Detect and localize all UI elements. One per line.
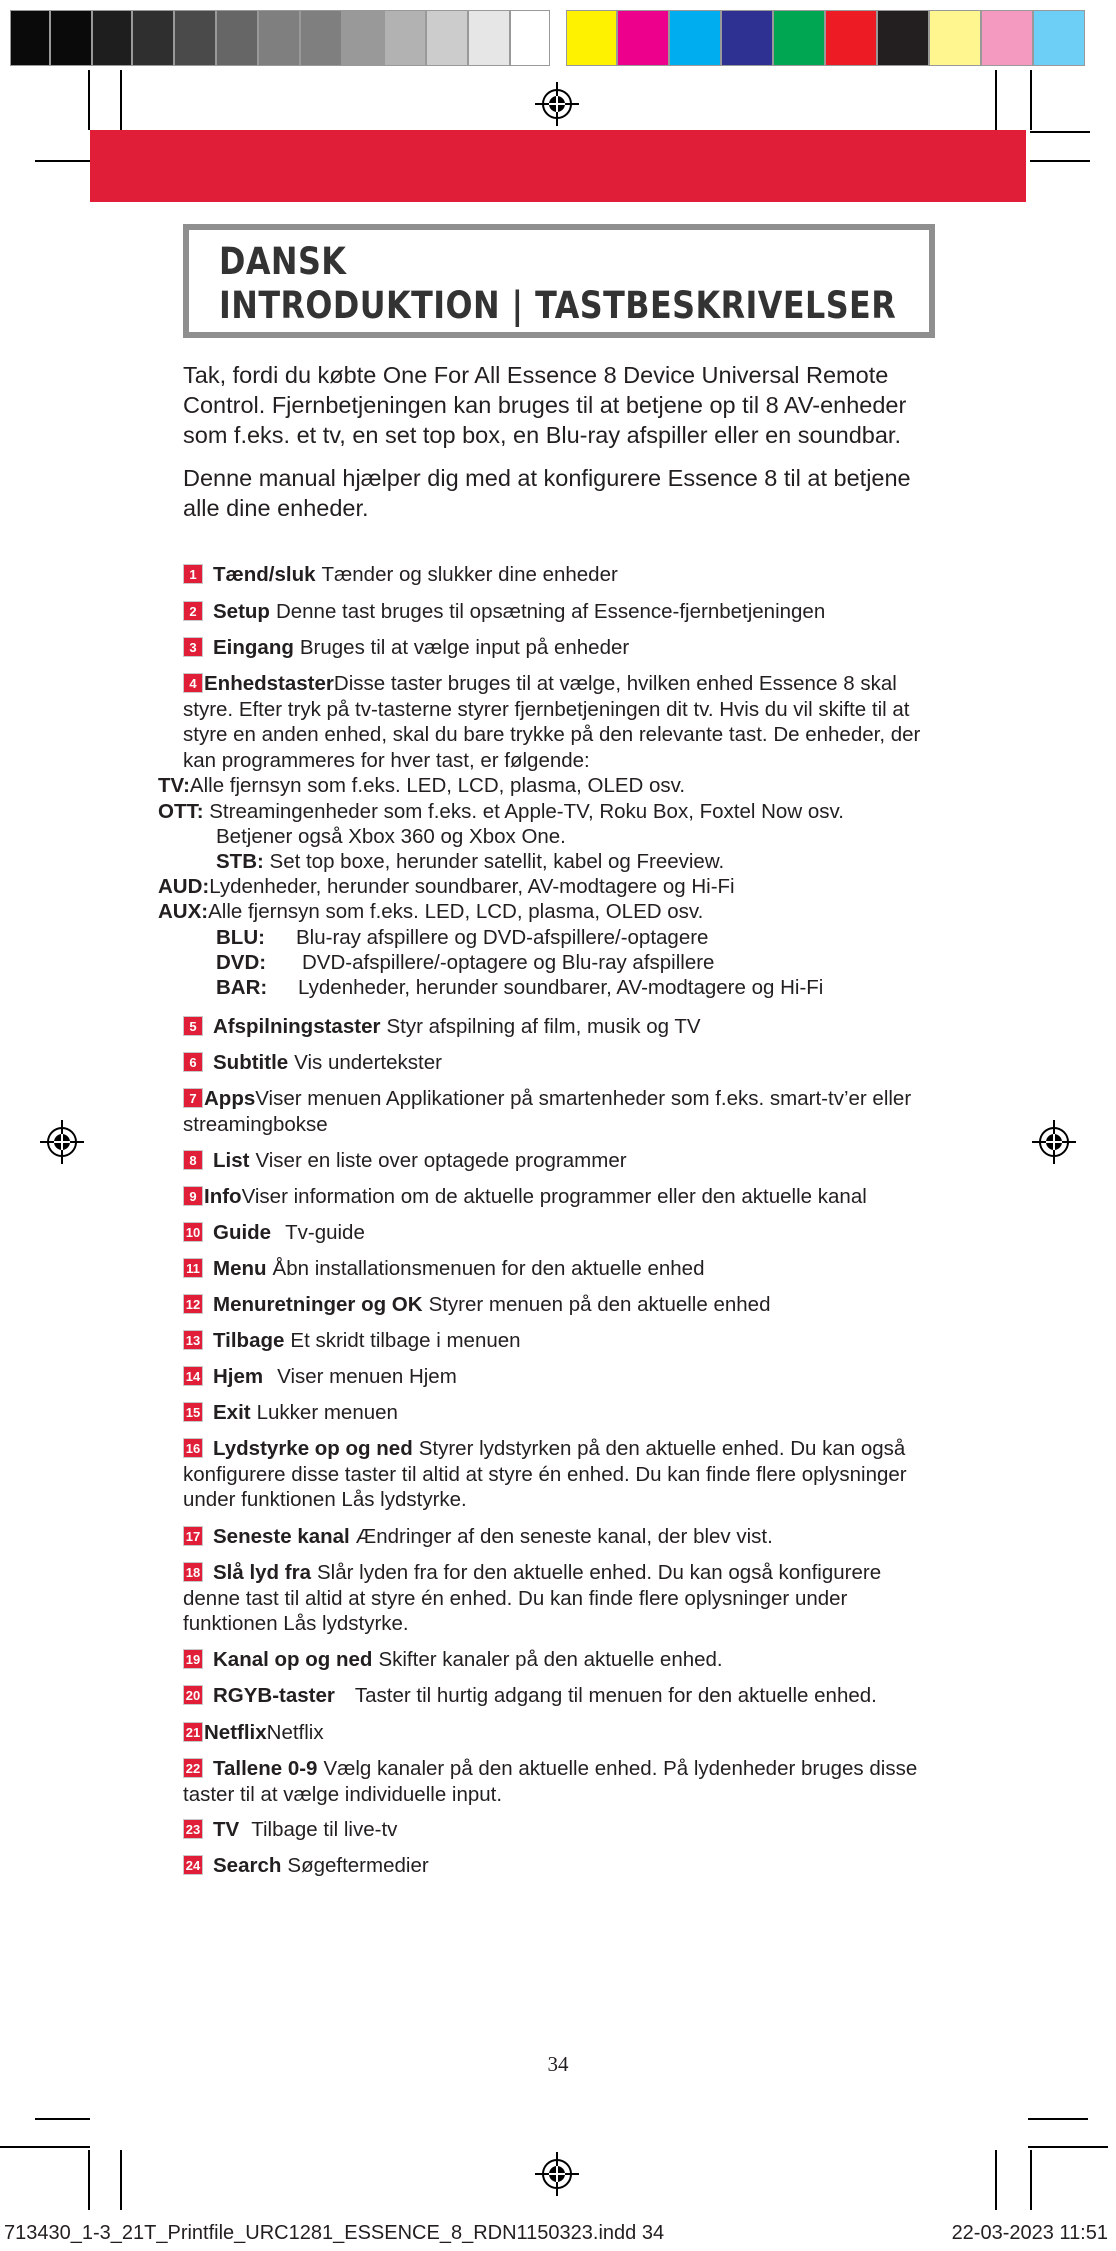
crop-mark: [35, 160, 90, 162]
process-swatch: [877, 10, 929, 66]
source-row: [216, 849, 724, 875]
item-description: Styrer lydstyrken på den aktuelle enhed. Du kan også konfigurere disse taster til altid at styre én enhed. Du kan finde flere oplysninger under funktionen Lås lydstyrke.: [183, 1437, 907, 1511]
list-item: [183, 1720, 963, 1746]
item-label: Slå lyd fra: [213, 1561, 311, 1584]
item-label: Tilbage: [213, 1329, 285, 1352]
process-swatch: [773, 10, 825, 66]
list-item: [183, 1220, 963, 1246]
gray-swatch: [216, 10, 258, 66]
item-description: Lukker menuen: [256, 1401, 398, 1424]
item-number-badge: 15: [183, 1402, 203, 1422]
item-number-badge: 21: [183, 1722, 203, 1742]
process-swatch: [566, 10, 617, 66]
registration-mark-icon: [1030, 1118, 1078, 1166]
crop-mark: [1030, 2150, 1032, 2210]
gray-swatch: [132, 10, 174, 66]
source-key: BAR:: [216, 976, 268, 999]
item-label: Exit: [213, 1401, 251, 1424]
gray-swatch: [92, 10, 132, 66]
item-description: Viser menuen Hjem: [277, 1365, 457, 1388]
crop-mark: [88, 2150, 90, 2210]
item-label: Afspilningstaster: [213, 1015, 381, 1038]
item-label: List: [213, 1149, 250, 1172]
crop-mark: [995, 2150, 997, 2210]
item-description: Viser en liste over optagede programmer: [255, 1149, 627, 1172]
item-number-badge: 11: [183, 1258, 203, 1278]
item-number-badge: 12: [183, 1294, 203, 1314]
item-number-badge: 7: [183, 1088, 203, 1108]
registration-mark-icon: [533, 80, 581, 128]
source-row: [158, 799, 844, 825]
source-description: Blu-ray afspillere og DVD-afspillere/-optagere: [296, 926, 709, 949]
header-band: [90, 130, 1026, 202]
item-label: Search: [213, 1854, 282, 1877]
item-number-badge: 9: [183, 1186, 203, 1206]
source-key: DVD:: [216, 951, 267, 974]
list-item: [183, 671, 943, 773]
list-item: [183, 562, 963, 588]
source-row: [216, 950, 714, 976]
item-description: Viser menuen Applikationer på smartenheder som f.eks. smart-tv’er eller streamingbokse: [183, 1087, 912, 1136]
list-item: [183, 1436, 913, 1513]
crop-mark: [995, 70, 997, 130]
item-label: Tallene 0-9: [213, 1757, 318, 1780]
item-label: Info: [204, 1185, 242, 1208]
registration-mark-icon: [38, 1118, 86, 1166]
item-number-badge: 2: [183, 601, 203, 621]
crop-mark: [1030, 160, 1090, 162]
source-row: [216, 925, 708, 951]
source-row: [158, 899, 703, 925]
gray-swatch: [384, 10, 426, 66]
list-item: [183, 1292, 963, 1318]
item-number-badge: 18: [183, 1562, 203, 1582]
source-row: [216, 975, 823, 1001]
item-description: Bruges til at vælge input på enheder: [299, 636, 630, 659]
process-swatch: [617, 10, 669, 66]
list-item: [183, 1817, 963, 1843]
item-label: Tænd/sluk: [213, 563, 316, 586]
page-number: 34: [547, 2052, 569, 2076]
source-description: Streamingenheder som f.eks. et Apple-TV, Roku Box, Foxtel Now osv.: [203, 800, 844, 823]
item-label: Netflix: [204, 1721, 267, 1744]
gray-swatch: [510, 10, 550, 66]
item-description: Tænder og slukker dine enheder: [321, 563, 618, 586]
item-description: Tilbage til live-tv: [251, 1818, 398, 1841]
item-number-badge: 3: [183, 637, 203, 657]
item-description: Søgeftermedier: [287, 1854, 429, 1877]
gray-swatch: [342, 10, 384, 66]
item-description: Denne tast bruges til opsætning af Essence-fjernbetjeningen: [275, 600, 826, 623]
item-label: Seneste kanal: [213, 1525, 350, 1548]
page-title: INTRODUKTION | TASTBESKRIVELSER: [219, 284, 897, 327]
source-row: [158, 874, 735, 900]
process-swatch: [669, 10, 721, 66]
item-number-badge: 4: [183, 673, 203, 693]
source-row: [216, 824, 566, 850]
item-label: Menuretninger og OK: [213, 1293, 423, 1316]
crop-mark: [120, 70, 122, 130]
list-item: [183, 1560, 923, 1637]
source-key: BLU:: [216, 926, 265, 949]
registration-mark-icon: [533, 2150, 581, 2198]
source-key: AUX:: [158, 900, 209, 923]
source-description: Alle fjernsyn som f.eks. LED, LCD, plasma, OLED osv.: [189, 774, 686, 797]
crop-mark: [120, 2150, 122, 2210]
item-number-badge: 6: [183, 1052, 203, 1072]
gray-swatch: [258, 10, 300, 66]
item-description: Disse taster bruges til at vælge, hvilken enhed Essence 8 skal styre. Efter tryk på tv-tasterne styrer fjernbetjeningen dit tv. Hvis du vil skifte til at styre en anden enhed, skal du bare trykke på den relevante tast. De enheder, der kan programmeres for hver tast, er følgende:: [183, 672, 921, 772]
intro-paragraph: Tak, fordi du købte One For All Essence 8 Device Universal Remote Control. Fjernbetjeningen kan bruges til at betjene op til 8 AV-enheder som f.eks. et tv, en set top box, en Blu-ray afspiller eller en soundbar.: [183, 362, 907, 448]
list-item: [183, 1184, 963, 1210]
crop-mark: [1028, 2118, 1088, 2120]
item-label: RGYB-taster: [213, 1684, 335, 1707]
item-label: Guide: [213, 1221, 272, 1244]
item-number-badge: 16: [183, 1438, 203, 1458]
item-number-badge: 8: [183, 1150, 203, 1170]
item-description: Tv-guide: [285, 1221, 365, 1244]
process-swatch: [981, 10, 1033, 66]
item-label: Apps: [204, 1087, 256, 1110]
list-item: [183, 1853, 963, 1879]
source-key: OTT:: [158, 800, 204, 823]
source-key: AUD:: [158, 875, 210, 898]
item-number-badge: 5: [183, 1016, 203, 1036]
process-swatch: [1033, 10, 1085, 66]
source-description: Betjener også Xbox 360 og Xbox One.: [216, 825, 566, 848]
list-item: [183, 1400, 963, 1426]
item-number-badge: 22: [183, 1758, 203, 1778]
item-description: Et skridt tilbage i menuen: [290, 1329, 521, 1352]
item-label: TV: [213, 1818, 240, 1841]
crop-mark: [0, 2146, 90, 2148]
crop-mark: [1028, 2146, 1108, 2148]
item-description: Ændringer af den seneste kanal, der blev vist.: [355, 1525, 773, 1548]
item-number-badge: 14: [183, 1366, 203, 1386]
item-label: Eingang: [213, 636, 294, 659]
item-number-badge: 19: [183, 1649, 203, 1669]
item-description: Taster til hurtig adgang til menuen for den aktuelle enhed.: [354, 1684, 877, 1707]
gray-swatch: [468, 10, 510, 66]
gray-swatch: [426, 10, 468, 66]
item-label: Menu: [213, 1257, 267, 1280]
list-item: [183, 1086, 913, 1137]
item-label: Subtitle: [213, 1051, 289, 1074]
item-description: Skifter kanaler på den aktuelle enhed.: [378, 1648, 723, 1671]
list-item: [183, 1148, 963, 1174]
list-item: [183, 1256, 963, 1282]
source-description: Lydenheder, herunder soundbarer, AV-modtagere og Hi-Fi: [298, 976, 824, 999]
crop-mark: [1030, 70, 1032, 130]
item-number-badge: 10: [183, 1222, 203, 1242]
process-swatch: [929, 10, 981, 66]
source-description: Lydenheder, herunder soundbarer, AV-modtagere og Hi-Fi: [209, 875, 735, 898]
item-number-badge: 1: [183, 564, 203, 584]
item-number-badge: 13: [183, 1330, 203, 1350]
item-description: Viser information om de aktuelle programmer eller den aktuelle kanal: [241, 1185, 867, 1208]
list-item: [183, 1050, 963, 1076]
item-number-badge: 23: [183, 1819, 203, 1839]
item-number-badge: 24: [183, 1855, 203, 1875]
crop-mark: [35, 2118, 90, 2120]
source-key: STB:: [216, 850, 264, 873]
list-item: [183, 1364, 963, 1390]
crop-mark: [1030, 131, 1090, 133]
item-label: Setup: [213, 600, 270, 623]
item-description: Åbn installationsmenuen for den aktuelle enhed: [272, 1257, 705, 1280]
slug-filename: 713430_1-3_21T_Printfile_URC1281_ESSENCE_8_RDN1150323.indd 34: [4, 2222, 665, 2244]
item-number-badge: 17: [183, 1526, 203, 1546]
item-description: Netflix: [266, 1721, 324, 1744]
item-description: Vis undertekster: [294, 1051, 442, 1074]
item-description: Styr afspilning af film, musik og TV: [386, 1015, 701, 1038]
gray-swatch: [10, 10, 50, 66]
item-description: Styrer menuen på den aktuelle enhed: [428, 1293, 771, 1316]
source-row: [158, 773, 685, 799]
process-swatch: [721, 10, 773, 66]
source-description: Alle fjernsyn som f.eks. LED, LCD, plasma, OLED osv.: [208, 900, 704, 923]
item-number-badge: 20: [183, 1685, 203, 1705]
list-item: [183, 1328, 963, 1354]
intro-paragraph: Denne manual hjælper dig med at konfigurere Essence 8 til at betjene alle dine enheder.: [183, 465, 911, 521]
crop-mark: [88, 70, 90, 130]
list-item: [183, 1524, 963, 1550]
language-title: DANSK: [219, 240, 347, 283]
gray-swatch: [300, 10, 342, 66]
list-item: [183, 1683, 963, 1709]
item-label: Kanal op og ned: [213, 1648, 373, 1671]
slug-timestamp: 22-03-2023 11:51: [951, 2222, 1108, 2244]
item-label: Hjem: [213, 1365, 264, 1388]
gray-swatch: [50, 10, 92, 66]
list-item: [183, 599, 963, 625]
item-label: Lydstyrke op og ned: [213, 1437, 413, 1460]
source-key: TV:: [158, 774, 190, 797]
list-item: [183, 1014, 963, 1040]
item-description: Slår lyden fra for den aktuelle enhed. Du kan også konfigurere denne tast til altid at styre én enhed. Du kan finde flere oplysninger under funktionen Lås lydstyrke.: [183, 1561, 882, 1635]
item-label: Enhedstaster: [204, 672, 334, 695]
list-item: [183, 1756, 923, 1807]
source-description: Set top boxe, herunder satellit, kabel og Freeview.: [263, 850, 725, 873]
list-item: [183, 1647, 963, 1673]
gray-swatch: [174, 10, 216, 66]
list-item: [183, 635, 963, 661]
title-box: [183, 224, 935, 338]
item-description: Vælg kanaler på den aktuelle enhed. På lydenheder bruges disse taster til at vælge individuelle input.: [183, 1757, 918, 1806]
process-swatch: [825, 10, 877, 66]
source-description: DVD-afspillere/-optagere og Blu-ray afspillere: [302, 951, 715, 974]
